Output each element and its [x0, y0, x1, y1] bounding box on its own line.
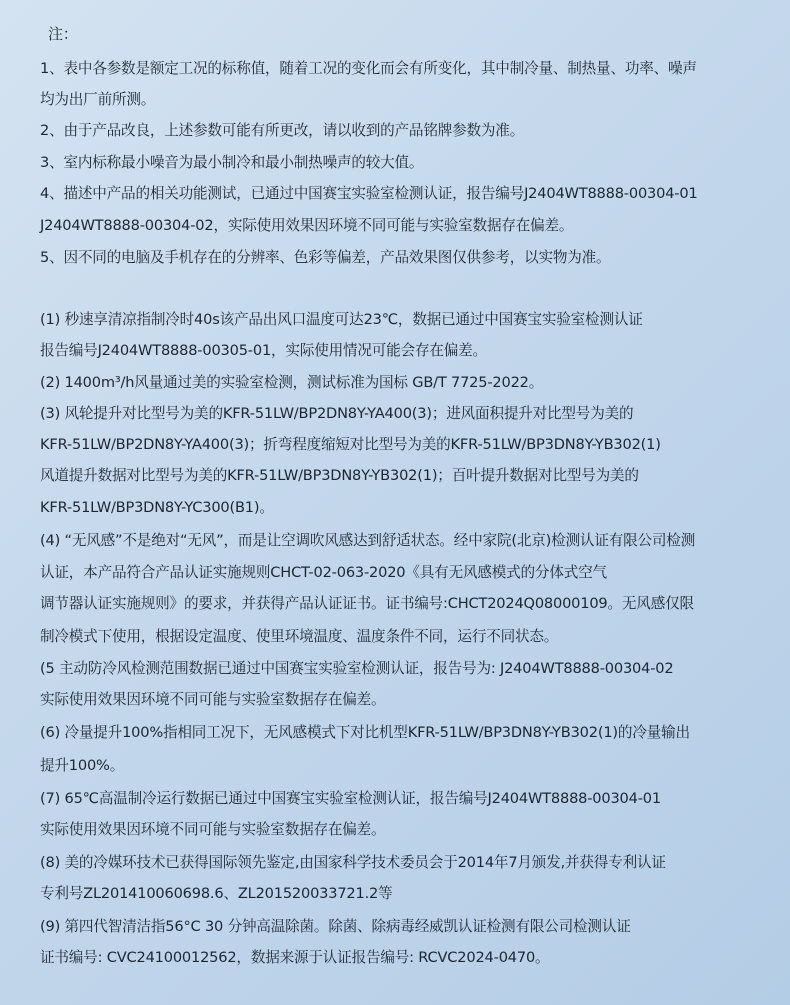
footnote-line: 调节器认证实施规则》的要求，并获得产品认证证书。证书编号:CHCT2024Q08000109。无风感仅限: [40, 595, 694, 612]
note-line: 2、由于产品改良，上述参数可能有所更改，请以收到的产品铭牌参数为准。: [40, 122, 525, 139]
footnote-line: 报告编号J2404WT8888-00305-01，实际使用情况可能会存在偏差。: [40, 342, 487, 359]
notes-heading: 注：: [48, 25, 78, 43]
footnote-line: 提升100%。: [40, 757, 125, 774]
footnote-line: (8) 美的冷媒环技术已获得国际领先鉴定,由国家科学技术委员会于2014年7月颁发,并获得专利认证: [40, 854, 666, 871]
footnote-line: (5 主动防冷风检测范围数据已通过中国赛宝实验室检测认证，报告号为: J2404WT8888-00304-02: [40, 660, 674, 677]
note-line: 3、室内标称最小噪音为最小制冷和最小制热噪声的较大值。: [40, 154, 424, 171]
footnote-line: 证书编号: CVC24100012562，数据来源于认证报告编号: RCVC2024-0470。: [40, 949, 550, 966]
footnote-line: KFR-51LW/BP2DN8Y-YA400(3)；折弯程度缩短对比型号为美的KFR-51LW/BP3DN8Y-YB302(1): [40, 436, 661, 453]
footnote-line: 专利号ZL201410060698.6、ZL201520033721.2等: [40, 885, 393, 902]
footnote-line: (4) “无风感”不是绝对“无风”，而是让空调吹风感达到舒适状态。经中家院(北京)检测认证有限公司检测: [40, 532, 696, 549]
note-line: 5、因不同的电脑及手机存在的分辨率、色彩等偏差，产品效果图仅供参考，以实物为准。: [40, 249, 611, 266]
footnote-line: (3) 风轮提升对比型号为美的KFR-51LW/BP2DN8Y-YA400(3)；进风面积提升对比型号为美的: [40, 405, 634, 422]
note-line: J2404WT8888-00304-02，实际使用效果因环境不同可能与实验室数据存在偏差。: [40, 217, 574, 234]
note-line: 均为出厂前所测。: [40, 91, 156, 108]
footnote-line: (9) 第四代智清洁指56°C 30 分钟高温除菌。除菌、除病毒经威凯认证检测有限公司检测认证: [40, 918, 631, 935]
footnote-line: 制冷模式下使用，根据设定温度、使里环境温度、温度条件不同，运行不同状态。: [40, 628, 559, 645]
note-line: 1、表中各参数是额定工况的标称值，随着工况的变化而会有所变化，其中制冷量、制热量、功率、噪声: [40, 60, 697, 77]
footnote-line: (6) 冷量提升100%指相同工况下，无风感模式下对比机型KFR-51LW/BP3DN8Y-YB302(1)的冷量输出: [40, 724, 690, 741]
footnote-line: KFR-51LW/BP3DN8Y-YC300(B1)。: [40, 499, 274, 516]
note-line: 4、描述中产品的相关功能测试，已通过中国赛宝实验室检测认证，报告编号J2404WT8888-00304-01: [40, 185, 698, 202]
footnote-line: (1) 秒速享清凉指制冷时40s该产品出风口温度可达23℃，数据已通过中国赛宝实验室检测认证: [40, 311, 643, 328]
footnote-line: 认证，本产品符合产品认证实施规则CHCT-02-063-2020《具有无风感模式的分体式空气: [40, 564, 607, 581]
footnote-line: 实际使用效果因环境不同可能与实验室数据存在偏差。: [40, 821, 386, 838]
footnote-line: (2) 1400m³/h风量通过美的实验室检测，测试标准为国标 GB/T 7725-2022。: [40, 374, 544, 391]
footnote-line: (7) 65℃高温制冷运行数据已通过中国赛宝实验室检测认证，报告编号J2404WT8888-00304-01: [40, 790, 661, 807]
footnote-line: 实际使用效果因环境不同可能与实验室数据存在偏差。: [40, 691, 386, 708]
footnote-line: 风道提升数据对比型号为美的KFR-51LW/BP3DN8Y-YB302(1)；百叶提升数据对比型号为美的: [40, 467, 639, 484]
